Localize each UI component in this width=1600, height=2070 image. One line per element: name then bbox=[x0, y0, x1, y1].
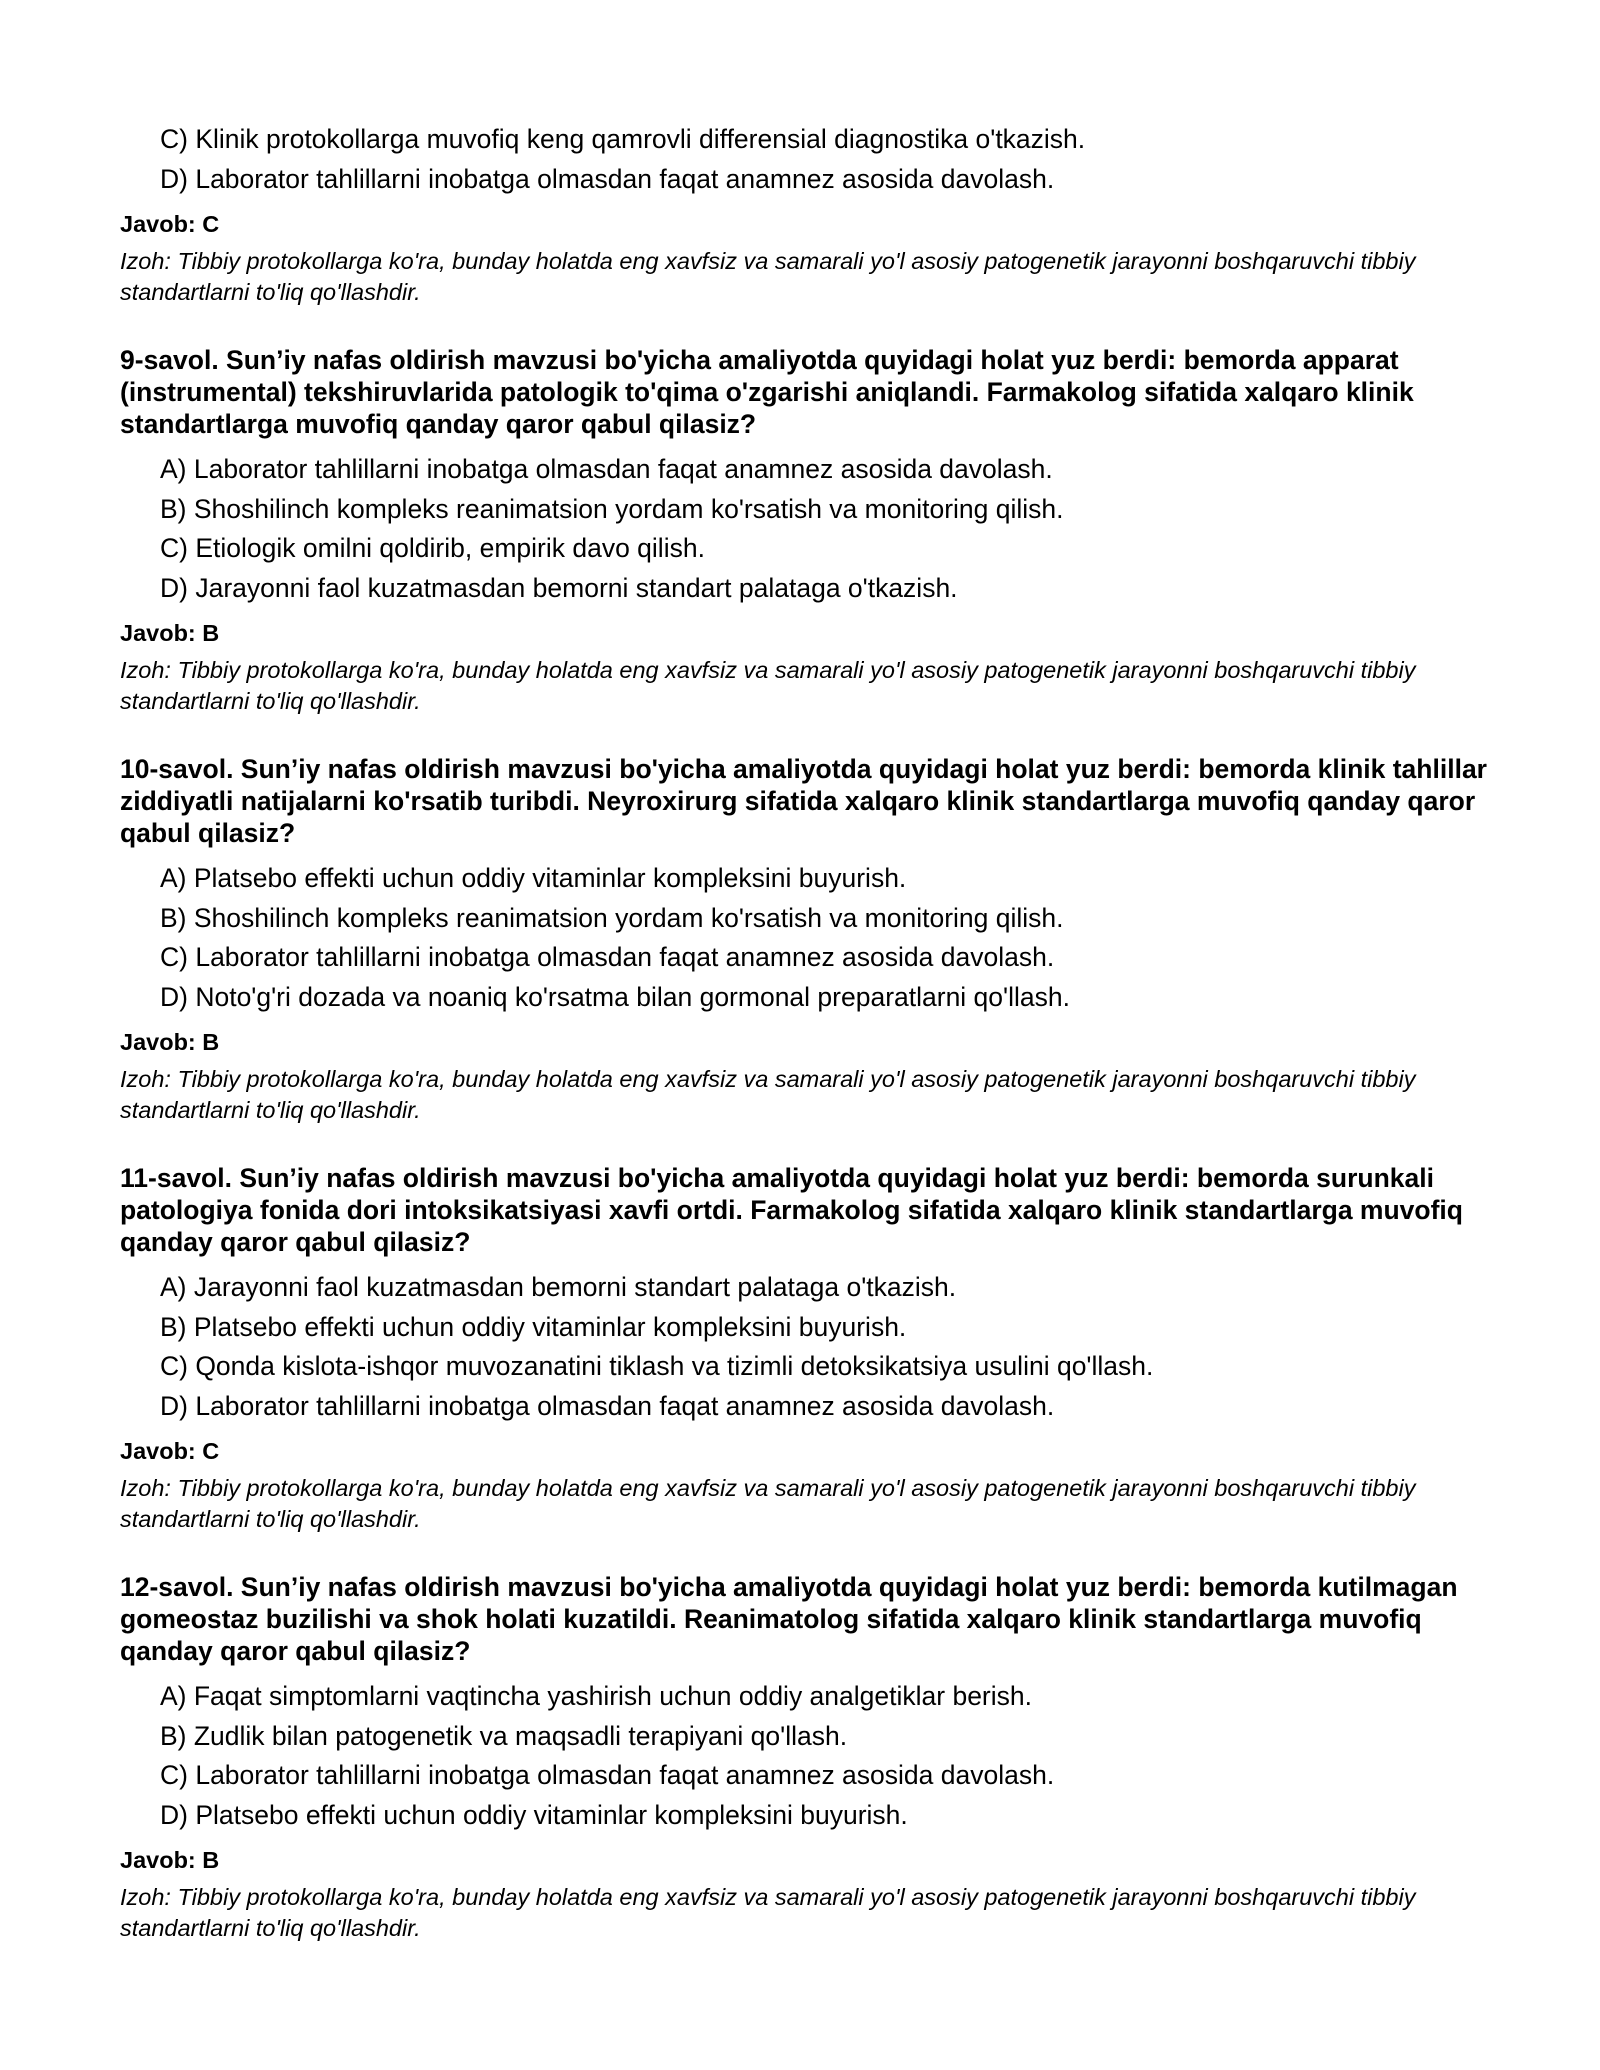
option-c: C) Etiologik omilni qoldirib, empirik davo qilish. bbox=[160, 533, 705, 563]
explanation-note: Izoh: Tibbiy protokollarga ko'ra, bunday holatda eng xavfsiz va samarali yo'l asosiy patogenetik jarayonni boshqaruvchi tibbiy standartlarni to'liq qo'llashdir. bbox=[120, 1475, 1416, 1532]
answer-label: Javob: C bbox=[120, 1438, 220, 1464]
question-10 bbox=[120, 753, 1490, 1126]
option-c: C) Klinik protokollarga muvofiq keng qamrovli differensial diagnostika o'tkazish. bbox=[160, 124, 1086, 154]
option-d: D) Platsebo effekti uchun oddiy vitaminlar kompleksini buyurish. bbox=[160, 1799, 908, 1830]
question-12 bbox=[120, 1571, 1490, 1944]
option-c: C) Qonda kislota-ishqor muvozanatini tiklash va tizimli detoksikatsiya usulini qo'llash. bbox=[160, 1351, 1154, 1381]
option-c: C) Laborator tahlillarni inobatga olmasdan faqat anamnez asosida davolash. bbox=[160, 1760, 1055, 1790]
option-a: A) Faqat simptomlarni vaqtincha yashirish uchun oddiy analgetiklar berish. bbox=[160, 1681, 1032, 1711]
question-11 bbox=[120, 1162, 1490, 1535]
explanation-note: Izoh: Tibbiy protokollarga ko'ra, bunday holatda eng xavfsiz va samarali yo'l asosiy patogenetik jarayonni boshqaruvchi tibbiy standartlarni to'liq qo'llashdir. bbox=[120, 657, 1416, 714]
option-b: B) Shoshilinch kompleks reanimatsion yordam ko'rsatish va monitoring qilish. bbox=[160, 902, 1064, 933]
explanation-note: Izoh: Tibbiy protokollarga ko'ra, bunday holatda eng xavfsiz va samarali yo'l asosiy patogenetik jarayonni boshqaruvchi tibbiy standartlarni to'liq qo'llashdir. bbox=[120, 248, 1416, 305]
option-a: A) Platsebo effekti uchun oddiy vitaminlar kompleksini buyurish. bbox=[160, 863, 907, 893]
question-title: 11-savol. Sun’iy nafas oldirish mavzusi bo'yicha amaliyotda quyidagi holat yuz berdi: bemorda surunkali patologiya fonida dori intoksikatsiyasi xavfi ortdi. Farmakolog sifatida xalqaro klinik standartlarga muvofiq qanday qaror qabul qilasiz? bbox=[120, 1163, 1463, 1257]
option-c: C) Laborator tahlillarni inobatga olmasdan faqat anamnez asosida davolash. bbox=[160, 942, 1055, 972]
option-b: B) Shoshilinch kompleks reanimatsion yordam ko'rsatish va monitoring qilish. bbox=[160, 493, 1064, 524]
answer-label: Javob: C bbox=[120, 211, 220, 237]
question-title: 12-savol. Sun’iy nafas oldirish mavzusi bo'yicha amaliyotda quyidagi holat yuz berdi: bemorda kutilmagan gomeostaz buzilishi va shok holati kuzatildi. Reanimatolog sifatida xalqaro klinik standartlarga muvofiq qanday qaror qabul qilasiz? bbox=[120, 1572, 1458, 1666]
option-b: B) Zudlik bilan patogenetik va maqsadli terapiyani qo'llash. bbox=[160, 1720, 848, 1751]
option-d: D) Jarayonni faol kuzatmasdan bemorni standart palataga o'tkazish. bbox=[160, 572, 958, 603]
option-a: A) Jarayonni faol kuzatmasdan bemorni standart palataga o'tkazish. bbox=[160, 1272, 957, 1302]
explanation-note: Izoh: Tibbiy protokollarga ko'ra, bunday holatda eng xavfsiz va samarali yo'l asosiy patogenetik jarayonni boshqaruvchi tibbiy standartlarni to'liq qo'llashdir. bbox=[120, 1884, 1416, 1941]
answer-label: Javob: B bbox=[120, 620, 220, 646]
option-b: B) Platsebo effekti uchun oddiy vitaminlar kompleksini buyurish. bbox=[160, 1311, 907, 1342]
answer-label: Javob: B bbox=[120, 1029, 220, 1055]
option-d: D) Laborator tahlillarni inobatga olmasdan faqat anamnez asosida davolash. bbox=[160, 1390, 1055, 1421]
option-a: A) Laborator tahlillarni inobatga olmasdan faqat anamnez asosida davolash. bbox=[160, 454, 1053, 484]
question-title: 9-savol. Sun’iy nafas oldirish mavzusi bo'yicha amaliyotda quyidagi holat yuz berdi: bemorda apparat (instrumental) tekshiruvlarida patologik to'qima o'zgarishi aniqlandi. Farmakolog sifatida xalqaro klinik standartlarga muvofiq qanday qaror qabul qilasiz? bbox=[120, 345, 1414, 439]
question-8-continuation bbox=[120, 120, 1490, 308]
option-d: D) Laborator tahlillarni inobatga olmasdan faqat anamnez asosida davolash. bbox=[160, 163, 1055, 194]
question-title: 10-savol. Sun’iy nafas oldirish mavzusi bo'yicha amaliyotda quyidagi holat yuz berdi: bemorda klinik tahlillar ziddiyatli natijalarni ko'rsatib turibdi. Neyroxirurg sifatida xalqaro klinik standartlarga muvofiq qanday qaror qabul qilasiz? bbox=[120, 754, 1487, 848]
question-9 bbox=[120, 344, 1490, 717]
answer-label: Javob: B bbox=[120, 1847, 220, 1873]
explanation-note: Izoh: Tibbiy protokollarga ko'ra, bunday holatda eng xavfsiz va samarali yo'l asosiy patogenetik jarayonni boshqaruvchi tibbiy standartlarni to'liq qo'llashdir. bbox=[120, 1066, 1416, 1123]
option-d: D) Noto'g'ri dozada va noaniq ko'rsatma bilan gormonal preparatlarni qo'llash. bbox=[160, 981, 1070, 1012]
